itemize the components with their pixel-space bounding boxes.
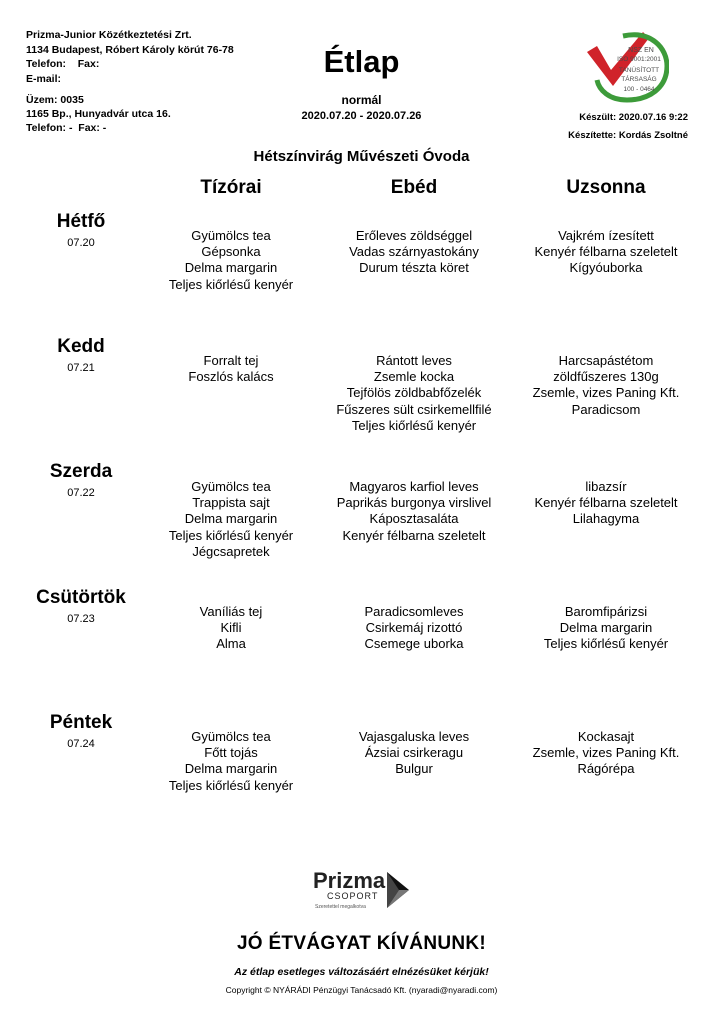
menu-item: Gépsonka — [201, 244, 261, 260]
company-address: 1134 Budapest, Róbert Károly körút 76-78 — [26, 43, 234, 56]
page-title: Étlap — [323, 44, 400, 79]
menu-item: Csemege uborka — [364, 636, 464, 652]
certificate-check-icon — [583, 26, 669, 104]
menu-cell-ebed — [314, 479, 514, 544]
menu-item: Csirkemáj rizottó — [365, 620, 463, 636]
unit-address: 1165 Bp., Hunyadvár utca 16. — [26, 108, 171, 120]
menu-item: Teljes kiőrlésű kenyér — [351, 417, 477, 433]
menu-item: Teljes kiőrlésű kenyér — [168, 777, 294, 793]
menu-item: Kifli — [220, 620, 242, 636]
menu-cell-uzsonna — [506, 353, 706, 418]
menu-item: Főtt tojás — [204, 745, 258, 761]
cert-line-1: NSZ EN — [628, 47, 654, 54]
day-name: Hétfő — [56, 211, 106, 232]
menu-item: Rántott leves — [376, 353, 452, 368]
menu-item: Alma — [216, 636, 246, 652]
menu-cell-tizorai — [131, 353, 331, 385]
menu-item: Vaníliás tej — [199, 604, 263, 619]
date-range: 2020.07.20 - 2020.07.26 — [301, 110, 422, 122]
menu-item: Kockasajt — [577, 729, 635, 744]
menu-item: Durum tészta köret — [359, 260, 469, 276]
cert-line-3: TANÚSÍTOTT — [618, 67, 660, 74]
footer-note: Az étlap esetleges változásáért elnézésüket kérjük! — [234, 966, 489, 978]
day-date: 07.24 — [67, 738, 95, 750]
company-phone-fax: Telefon: Fax: — [26, 58, 100, 70]
menu-cell-ebed — [314, 729, 514, 778]
menu-item: Kenyér félbarna szeletelt — [534, 495, 678, 511]
menu-item: Gyümölcs tea — [191, 479, 271, 494]
day-date: 07.21 — [67, 362, 95, 374]
cert-line-4: TÁRSASÁG — [621, 76, 657, 83]
footer-greeting: JÓ ÉTVÁGYAT KÍVÁNUNK! — [236, 933, 487, 954]
cert-line-2: ISO 9001:2001 — [617, 56, 661, 63]
menu-item: Jégcsapretek — [192, 543, 270, 559]
cert-line-5: 100 - 0464 — [623, 86, 655, 93]
menu-item: Teljes kiőrlésű kenyér — [168, 527, 294, 543]
logo-name: Prizma — [313, 868, 386, 893]
menu-item: Kenyér félbarna szeletelt — [342, 527, 486, 543]
day-name: Kedd — [57, 336, 105, 357]
menu-cell-uzsonna — [506, 604, 706, 653]
menu-item: Magyaros karfiol leves — [349, 479, 479, 494]
menu-item: Teljes kiőrlésű kenyér — [168, 276, 294, 292]
menu-item: libazsír — [585, 479, 627, 494]
menu-item: Vajkrém ízesített — [558, 228, 654, 243]
unit-phone-fax: Telefon: - Fax: - — [26, 122, 107, 134]
menu-cell-ebed — [314, 353, 514, 434]
menu-item: Delma margarin — [184, 511, 278, 527]
menu-item: Harcsapástétom — [558, 353, 654, 368]
day-name: Péntek — [49, 712, 113, 733]
menu-item: Bulgur — [395, 761, 433, 777]
menu-item: Kenyér félbarna szeletelt — [534, 244, 678, 260]
company-email: E-mail: — [26, 72, 62, 85]
unit-code: Üzem: 0035 — [26, 94, 84, 106]
day-name: Csütörtök — [36, 587, 126, 608]
menu-cell-uzsonna — [506, 228, 706, 277]
menu-cell-uzsonna — [506, 729, 706, 778]
menu-item: Zsemle kocka — [373, 369, 455, 385]
day-date: 07.20 — [67, 237, 95, 249]
menu-item: Lilahagyma — [572, 511, 640, 527]
menu-item: zöldfűszeres 130g — [553, 369, 659, 385]
menu-item: Paradicsomleves — [364, 604, 464, 619]
menu-item: Delma margarin — [559, 620, 653, 636]
menu-cell-tizorai — [131, 228, 331, 293]
menu-item: Foszlós kalács — [188, 369, 274, 385]
menu-cell-uzsonna — [506, 479, 706, 528]
menu-cell-tizorai — [131, 479, 331, 560]
menu-cell-tizorai — [131, 729, 331, 794]
day-label — [26, 712, 136, 750]
company-name: Prizma-Junior Közétkeztetési Zrt. — [26, 29, 192, 41]
logo-tagline: Szeretettel megalkotva — [315, 904, 366, 910]
menu-type: normál — [341, 93, 382, 107]
column-header-uzsonna: Uzsonna — [566, 177, 646, 198]
menu-item: Gyümölcs tea — [191, 228, 271, 243]
day-label — [26, 336, 136, 374]
day-name: Szerda — [49, 461, 113, 482]
menu-item: Vadas szárnyastokány — [349, 244, 479, 260]
day-label — [26, 211, 136, 249]
menu-item: Ázsiai csirkeragu — [364, 745, 464, 761]
menu-item: Káposztasaláta — [369, 511, 459, 527]
menu-item: Tejfölös zöldbabfőzelék — [346, 385, 482, 401]
menu-item: Delma margarin — [184, 260, 278, 276]
menu-cell-ebed — [314, 228, 514, 277]
day-date: 07.22 — [67, 487, 95, 499]
menu-item: Delma margarin — [184, 761, 278, 777]
menu-item: Gyümölcs tea — [191, 729, 271, 744]
menu-item: Forralt tej — [203, 353, 259, 368]
menu-item: Zsemle, vizes Paning Kft. — [532, 745, 680, 761]
created-by: Készítette: Kordás Zsoltné — [568, 130, 688, 141]
day-date: 07.23 — [67, 613, 95, 625]
menu-item: Erőleves zöldséggel — [355, 228, 473, 243]
menu-item: Kígyóuborka — [569, 260, 643, 276]
menu-item: Fűszeres sült csirkemellfilé — [336, 401, 492, 417]
prizma-logo — [313, 866, 413, 914]
day-label — [26, 587, 136, 625]
menu-item: Teljes kiőrlésű kenyér — [543, 636, 669, 652]
menu-item: Paradicsom — [571, 401, 641, 417]
menu-cell-tizorai — [131, 604, 331, 653]
logo-sub: CSOPORT — [327, 891, 379, 901]
school-name: Hétszínvirág Művészeti Óvoda — [253, 148, 470, 165]
menu-item: Paprikás burgonya virslivel — [336, 495, 492, 511]
menu-item: Rágórépa — [577, 761, 635, 777]
menu-item: Trappista sajt — [192, 495, 270, 511]
column-header-tizorai: Tízórai — [200, 177, 262, 198]
created-timestamp: Készült: 2020.07.16 9:22 — [579, 112, 688, 123]
menu-item: Zsemle, vizes Paning Kft. — [532, 385, 680, 401]
prism-icon — [387, 872, 409, 908]
iso-certificate-seal — [583, 26, 669, 104]
menu-item: Vajasgaluska leves — [358, 729, 470, 744]
column-header-ebed: Ebéd — [390, 177, 438, 198]
menu-cell-ebed — [314, 604, 514, 653]
day-label — [26, 461, 136, 499]
footer-copyright: Copyright © NYÁRÁDI Pénzügyi Tanácsadó Kft. (nyaradi@nyaradi.com) — [225, 985, 498, 995]
menu-item: Baromfipárizsi — [564, 604, 648, 619]
